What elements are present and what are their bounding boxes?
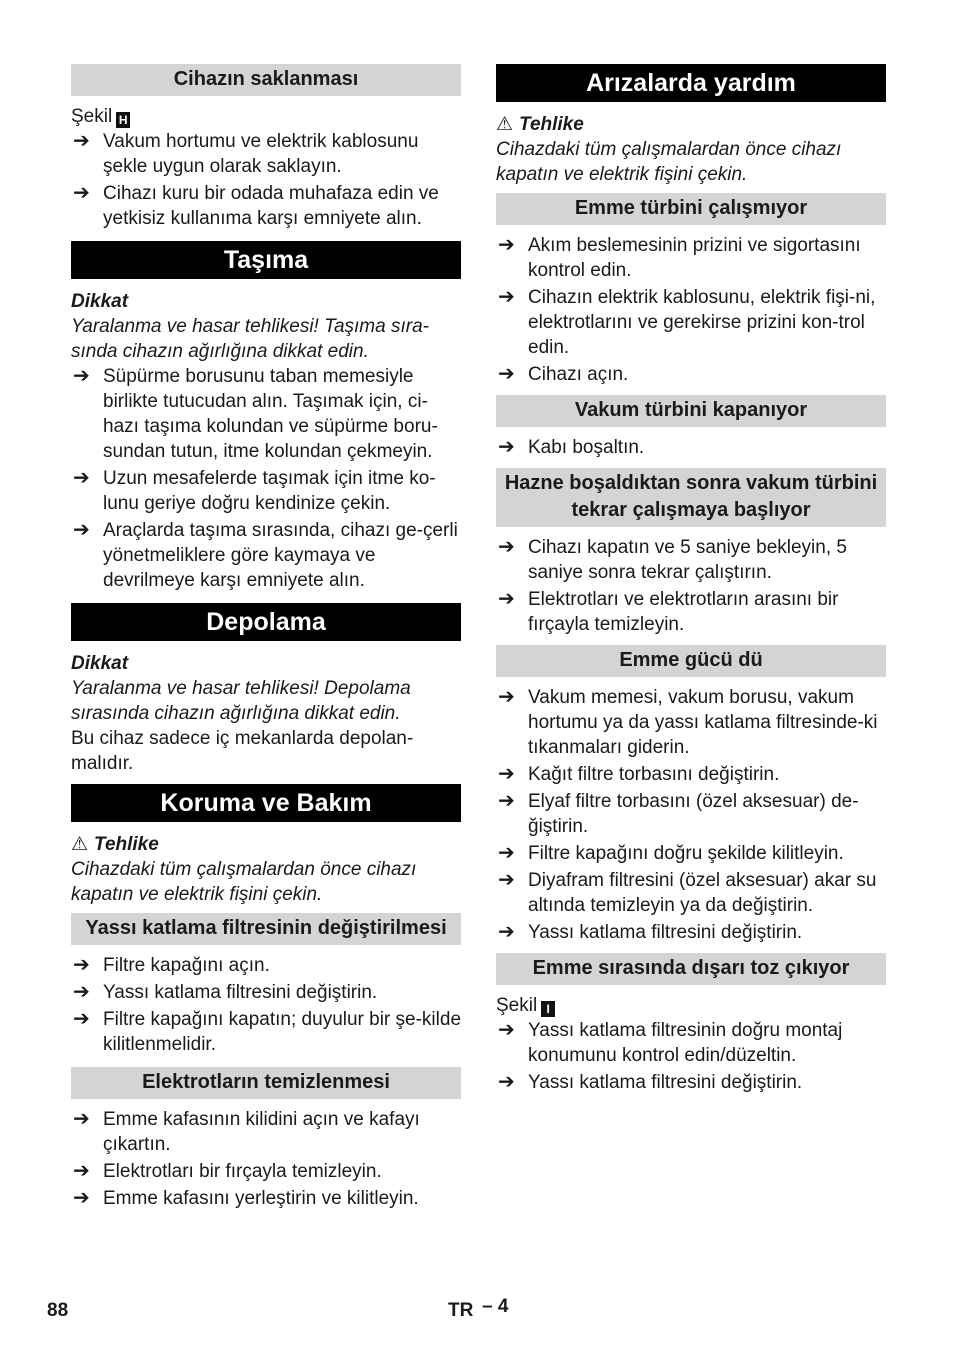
- storage-list: [71, 129, 461, 231]
- list-item: ➔ Elektrotları ve elektrotların arasını bir fırçayla temizleyin.: [498, 588, 839, 635]
- electrodes-list: [71, 1107, 461, 1211]
- danger-label: ⚠ Tehlike: [496, 114, 584, 135]
- arrow-right-icon: ➔: [498, 869, 515, 891]
- arrow-right-icon: ➔: [73, 1008, 90, 1030]
- figure-mark: I: [541, 1001, 555, 1017]
- arrow-right-icon: ➔: [498, 363, 515, 385]
- arrow-right-icon: ➔: [498, 686, 515, 708]
- suction-power-heading: Emme gücü dü: [496, 645, 886, 677]
- list-item: ➔ Elyaf filtre torbasını (özel aksesuar) de-ğiştirin.: [498, 790, 859, 837]
- arrow-right-icon: ➔: [73, 467, 90, 489]
- list-item: ➔ Cihazı kapatın ve 5 saniye bekleyin, 5 saniye sonra tekrar çalıştırın.: [498, 536, 847, 583]
- arrow-right-icon: ➔: [498, 1071, 515, 1093]
- list-item: ➔ Kağıt filtre torbasını değiştirin.: [498, 763, 780, 785]
- list-item: ➔ Filtre kapağını kapatın; duyulur bir şe-kilde kilitlenmelidir.: [73, 1008, 462, 1055]
- filter-list: [71, 953, 461, 1057]
- arrow-right-icon: ➔: [498, 1019, 515, 1041]
- list-item: ➔ Filtre kapağını açın.: [73, 954, 270, 976]
- warning-triangle-icon: ⚠: [496, 114, 514, 135]
- list-item: ➔ Diyafram filtresini (özel aksesuar) akar su altında temizleyin ya da değiştirin.: [498, 869, 877, 916]
- arrow-right-icon: ➔: [498, 790, 515, 812]
- list-item: ➔ Yassı katlama filtresinin doğru montaj konumunu kontrol edin/düzeltin.: [498, 1019, 843, 1066]
- arrow-right-icon: ➔: [498, 234, 515, 256]
- filter-heading: Yassı katlama filtresinin değiştirilmesi: [71, 913, 461, 945]
- list-item: ➔ Cihazı açın.: [498, 363, 629, 385]
- arrow-right-icon: ➔: [498, 588, 515, 610]
- caution-label: Dikkat: [71, 653, 129, 674]
- section-number: – 4: [482, 1296, 509, 1317]
- list-item: ➔ Filtre kapağını doğru şekilde kilitleyin.: [498, 842, 844, 864]
- list-item: ➔ Yassı katlama filtresini değiştirin.: [73, 981, 378, 1003]
- arrow-right-icon: ➔: [498, 286, 515, 308]
- danger-text: Cihazdaki tüm çalışmalardan önce cihazı kapatın ve elektrik fişini çekin.: [71, 859, 417, 905]
- care-heading: Koruma ve Bakım: [71, 784, 461, 822]
- suction-power-list: [496, 685, 886, 945]
- arrow-right-icon: ➔: [498, 436, 515, 458]
- storage-heading: Cihazın saklanması: [71, 64, 461, 96]
- arrow-right-icon: ➔: [73, 365, 90, 387]
- arrow-right-icon: ➔: [73, 1160, 90, 1182]
- depot-text: Bu cihaz sadece iç mekanlarda depolan-malıdır.: [71, 728, 414, 774]
- arrow-right-icon: ➔: [73, 182, 90, 204]
- right-column: [496, 64, 886, 1097]
- turbine-off-heading: Vakum türbini kapanıyor: [496, 395, 886, 427]
- list-item: ➔ Elektrotları bir fırçayla temizleyin.: [73, 1160, 382, 1182]
- list-item: ➔ Akım beslemesinin prizini ve sigortasını kontrol edin.: [498, 234, 861, 281]
- caution-text: Yaralanma ve hasar tehlikesi! Depolama sırasında cihazın ağırlığına dikkat edin.: [71, 678, 411, 724]
- turbine-off-list: [496, 435, 886, 460]
- turbine-not-running-heading: Emme türbini çalışmıyor: [496, 193, 886, 225]
- arrow-right-icon: ➔: [73, 954, 90, 976]
- turbine-restart-list: [496, 535, 886, 637]
- dust-escape-list: [496, 1018, 886, 1095]
- warning-triangle-icon: ⚠: [71, 834, 89, 855]
- help-heading: Arızalarda yardım: [496, 64, 886, 102]
- arrow-right-icon: ➔: [498, 842, 515, 864]
- list-item: ➔ Kabı boşaltın.: [498, 436, 645, 458]
- arrow-right-icon: ➔: [498, 921, 515, 943]
- arrow-right-icon: ➔: [73, 1108, 90, 1130]
- list-item: ➔ Vakum hortumu ve elektrik kablosunu şekle uygun olarak saklayın.: [73, 130, 419, 177]
- arrow-right-icon: ➔: [73, 1187, 90, 1209]
- danger-label: ⚠ Tehlike: [71, 834, 159, 855]
- dust-escape-heading: Emme sırasında dışarı toz çıkıyor: [496, 953, 886, 985]
- list-item: ➔ Cihazı kuru bir odada muhafaza edin ve yetkisiz kullanıma karşı emniyete alın.: [73, 182, 439, 229]
- list-item: ➔ Yassı katlama filtresini değiştirin.: [498, 921, 803, 943]
- storage-figure-ref: [71, 104, 461, 129]
- caution-text: Yaralanma ve hasar tehlikesi! Taşıma sıra-sında cihazın ağırlığına dikkat edin.: [71, 316, 429, 362]
- arrow-right-icon: ➔: [73, 981, 90, 1003]
- dust-figure-ref: [496, 993, 886, 1018]
- list-item: ➔ Uzun mesafelerde taşımak için itme ko-lunu geriye doğru kendinize çekin.: [73, 467, 436, 514]
- figure-mark: H: [116, 112, 130, 128]
- list-item: ➔ Emme kafasının kilidini açın ve kafayı çıkartın.: [73, 1108, 420, 1155]
- arrow-right-icon: ➔: [498, 536, 515, 558]
- arrow-right-icon: ➔: [73, 519, 90, 541]
- left-column: [71, 64, 461, 1213]
- turbine-not-running-list: [496, 233, 886, 387]
- electrodes-heading: Elektrotların temizlenmesi: [71, 1067, 461, 1099]
- figure-label: Şekil: [71, 106, 113, 127]
- figure-label: Şekil: [496, 995, 538, 1016]
- caution-label: Dikkat: [71, 291, 129, 312]
- language-code: TR: [448, 1300, 474, 1321]
- list-item: ➔ Cihazın elektrik kablosunu, elektrik fişi-ni, elektrotlarını ve gerekirse prizini kon-trol edin.: [498, 286, 876, 358]
- page-number: 88: [47, 1300, 69, 1321]
- list-item: ➔ Yassı katlama filtresini değiştirin.: [498, 1071, 803, 1093]
- danger-text: Cihazdaki tüm çalışmalardan önce cihazı kapatın ve elektrik fişini çekin.: [496, 139, 842, 185]
- depot-heading: Depolama: [71, 603, 461, 641]
- arrow-right-icon: ➔: [73, 130, 90, 152]
- list-item: ➔ Emme kafasını yerleştirin ve kilitleyin.: [73, 1187, 419, 1209]
- list-item: ➔ Vakum memesi, vakum borusu, vakum hortumu ya da yassı katlama filtresinde-ki tıkanmaları giderin.: [498, 686, 878, 758]
- arrow-right-icon: ➔: [498, 763, 515, 785]
- transport-list: [71, 364, 461, 593]
- list-item: ➔ Süpürme borusunu taban memesiyle birlikte tutucudan alın. Taşımak için, ci-hazı taşıma kolundan ve süpürme boru-sundan tutun, itme kolundan çekmeyin.: [73, 365, 438, 462]
- list-item: ➔ Araçlarda taşıma sırasında, cihazı ge-çerli yönetmeliklere göre kaymaya ve devrilmeye karşı emniyete alın.: [73, 519, 458, 591]
- turbine-restart-heading: Hazne boşaldıktan sonra vakum türbini tekrar çalışmaya başlıyor: [496, 468, 886, 527]
- transport-heading: Taşıma: [71, 241, 461, 279]
